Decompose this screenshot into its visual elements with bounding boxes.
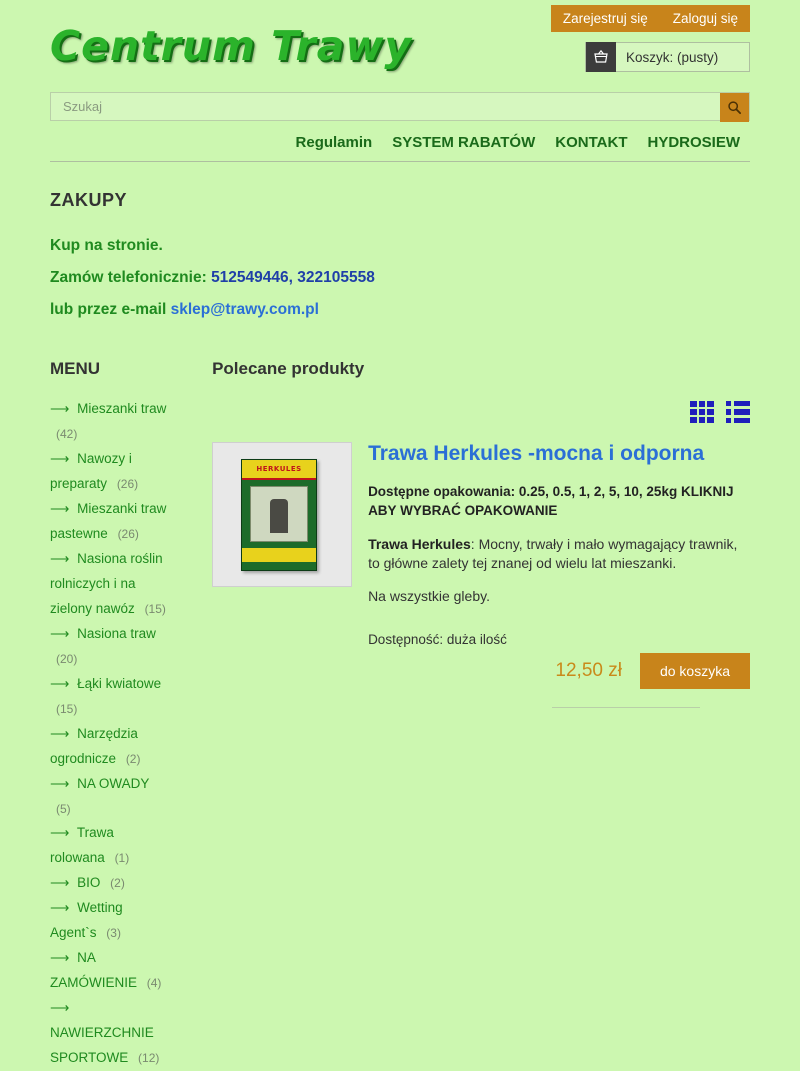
arrow-icon: ⟶: [50, 1000, 70, 1016]
arrow-icon: ⟶: [50, 500, 70, 516]
zakupy-heading: ZAKUPY: [50, 190, 128, 210]
sidebar-item-narzedzia-ogrodnicze[interactable]: [50, 722, 172, 772]
arrow-icon: ⟶: [50, 825, 70, 841]
sidebar-item-label: Łąki kwiatowe: [77, 675, 162, 691]
sidebar-item-label: Nasiona roślin rolniczych i na zielony nawóz: [50, 550, 163, 616]
sidebar-item-trawa-rolowana[interactable]: [50, 821, 172, 871]
search-icon: [727, 100, 742, 115]
sidebar-item-label: Trawa rolowana: [50, 825, 114, 866]
product-price: 12,50 zł: [555, 660, 622, 682]
sidebar-item-label: NAWIERZCHNIE SPORTOWE: [50, 1025, 154, 1066]
zakupy-phone-label: Zamów telefonicznie:: [50, 269, 207, 286]
sidebar-item-count: (5): [56, 801, 71, 816]
arrow-icon: ⟶: [50, 775, 70, 791]
product-info: [368, 442, 750, 689]
product-card: [212, 441, 750, 689]
arrow-icon: ⟶: [50, 625, 70, 641]
search-button[interactable]: [720, 93, 749, 122]
search-bar: [50, 92, 750, 121]
arrow-icon: ⟶: [50, 450, 70, 466]
sidebar-item-count: (1): [114, 851, 130, 866]
zakupy-section: [50, 190, 750, 319]
product-title[interactable]: Trawa Herkules -mocna i odporna: [368, 442, 705, 465]
sidebar-item-mieszanki-traw[interactable]: [50, 397, 172, 447]
product-description: [368, 535, 750, 575]
sidebar-item-label: Wetting Agent`s: [50, 900, 123, 941]
nav-kontakt[interactable]: KONTAKT: [555, 134, 628, 151]
sidebar-item-count: (26): [116, 476, 139, 491]
nav-system-rabatow[interactable]: SYSTEM RABATÓW: [392, 134, 536, 151]
product-divider: [552, 707, 700, 708]
zakupy-line-2: [50, 269, 750, 287]
sidebar-item-count: (2): [110, 876, 125, 891]
arrow-icon: ⟶: [50, 550, 70, 566]
sidebar-item-label: BIO: [77, 875, 101, 891]
zakupy-phone-numbers[interactable]: 512549446, 322105558: [211, 269, 375, 286]
sidebar-item-label: Mieszanki traw: [77, 401, 167, 416]
product-description-rest: : Mocny, trwały i mało wymagający trawnik, to główne zalety tej znanej od wielu lat mieszanki.: [368, 535, 738, 572]
sidebar-item-nasiona-traw[interactable]: [50, 622, 172, 672]
arrow-icon: ⟶: [50, 401, 70, 416]
sidebar-item-laki-kwiatowe[interactable]: [50, 672, 172, 722]
product-packages-line: Dostępne opakowania: 0.25, 0.5, 1, 2, 5, 10, 25kg KLIKNIJ ABY WYBRAĆ OPAKOWANIE: [368, 483, 734, 518]
sidebar-item-count: (26): [117, 526, 139, 541]
product-availability: Dostępność: duża ilość: [368, 632, 507, 648]
sidebar-heading: MENU: [50, 359, 101, 378]
basket-icon: [586, 42, 616, 72]
sidebar-item-label: Narzędzia ogrodnicze: [50, 725, 138, 766]
sidebar-item-count: (20): [56, 651, 78, 666]
auth-box: [551, 5, 750, 32]
nav-hydrosiew[interactable]: HYDROSIEW: [647, 134, 740, 151]
login-link[interactable]: Zaloguj się: [672, 11, 738, 26]
sidebar-item-count: (2): [125, 751, 141, 766]
add-to-cart-button[interactable]: do koszyka: [640, 653, 750, 689]
sidebar-item-label: NA OWADY: [77, 775, 150, 791]
zakupy-mail-label: lub przez e-mail: [50, 301, 167, 318]
product-image[interactable]: [212, 442, 352, 587]
sidebar: [0, 359, 172, 1071]
view-toggles: [212, 401, 750, 423]
cart-label: Koszyk: (pusty): [626, 49, 719, 65]
sidebar-item-bio[interactable]: [50, 871, 172, 896]
product-description-secondary: Na wszystkie gleby.: [368, 588, 490, 605]
package-photo: [250, 486, 308, 542]
sidebar-item-count: (42): [56, 426, 78, 441]
nav-regulamin[interactable]: Regulamin: [295, 134, 373, 151]
site-logo-text: Centrum Trawy: [50, 22, 413, 70]
arrow-icon: ⟶: [50, 875, 70, 891]
search-input[interactable]: [51, 93, 720, 120]
arrow-icon: ⟶: [50, 675, 70, 691]
sidebar-item-nawierzchnie-sportowe[interactable]: [50, 996, 172, 1071]
product-package-illustration: [241, 459, 317, 571]
sidebar-item-nawozy-i-preparaty[interactable]: [50, 447, 172, 497]
register-link[interactable]: Zarejestruj się: [562, 11, 648, 26]
sidebar-item-label: NA ZAMÓWIENIE: [50, 950, 137, 991]
product-description-strong: Trawa Herkules: [368, 535, 471, 552]
cart-widget[interactable]: [585, 42, 750, 72]
site-logo[interactable]: [50, 22, 412, 70]
zakupy-line-1: Kup na stronie.: [50, 237, 163, 254]
zakupy-mail-link[interactable]: sklep@trawy.com.pl: [170, 301, 319, 318]
zakupy-line-3: [50, 301, 750, 319]
main-nav: [50, 121, 750, 162]
sidebar-item-label: Nawozy i preparaty: [50, 450, 132, 491]
sidebar-item-na-owady[interactable]: [50, 772, 172, 822]
main-columns: [0, 359, 800, 1071]
package-figure: [270, 499, 288, 533]
package-brand-band: [242, 460, 316, 480]
content-area: [172, 359, 800, 1071]
sidebar-item-label: Nasiona traw: [77, 625, 156, 641]
sidebar-item-count: (3): [106, 926, 121, 941]
sidebar-item-wetting-agents[interactable]: [50, 896, 172, 946]
list-view-icon[interactable]: [726, 401, 750, 423]
sidebar-item-na-zamowienie[interactable]: [50, 946, 172, 996]
product-buy-row: [368, 653, 750, 689]
arrow-icon: ⟶: [50, 900, 70, 916]
sidebar-item-count: (12): [138, 1051, 160, 1066]
sidebar-item-nasiona-roslin-rolniczych[interactable]: [50, 547, 172, 622]
arrow-icon: ⟶: [50, 950, 70, 966]
sidebar-item-count: (15): [56, 701, 78, 716]
sidebar-item-count: (4): [146, 976, 162, 991]
sidebar-item-label: Mieszanki traw pastewne: [50, 500, 167, 541]
sidebar-item-mieszanki-traw-pastewne[interactable]: [50, 497, 172, 547]
grid-view-icon[interactable]: [690, 401, 714, 423]
package-bottom-band: [242, 548, 316, 562]
package-brand-text: HERKULES: [256, 465, 302, 473]
sidebar-item-count: (15): [144, 601, 166, 616]
arrow-icon: ⟶: [50, 725, 70, 741]
page-title: Polecane produkty: [212, 359, 365, 378]
